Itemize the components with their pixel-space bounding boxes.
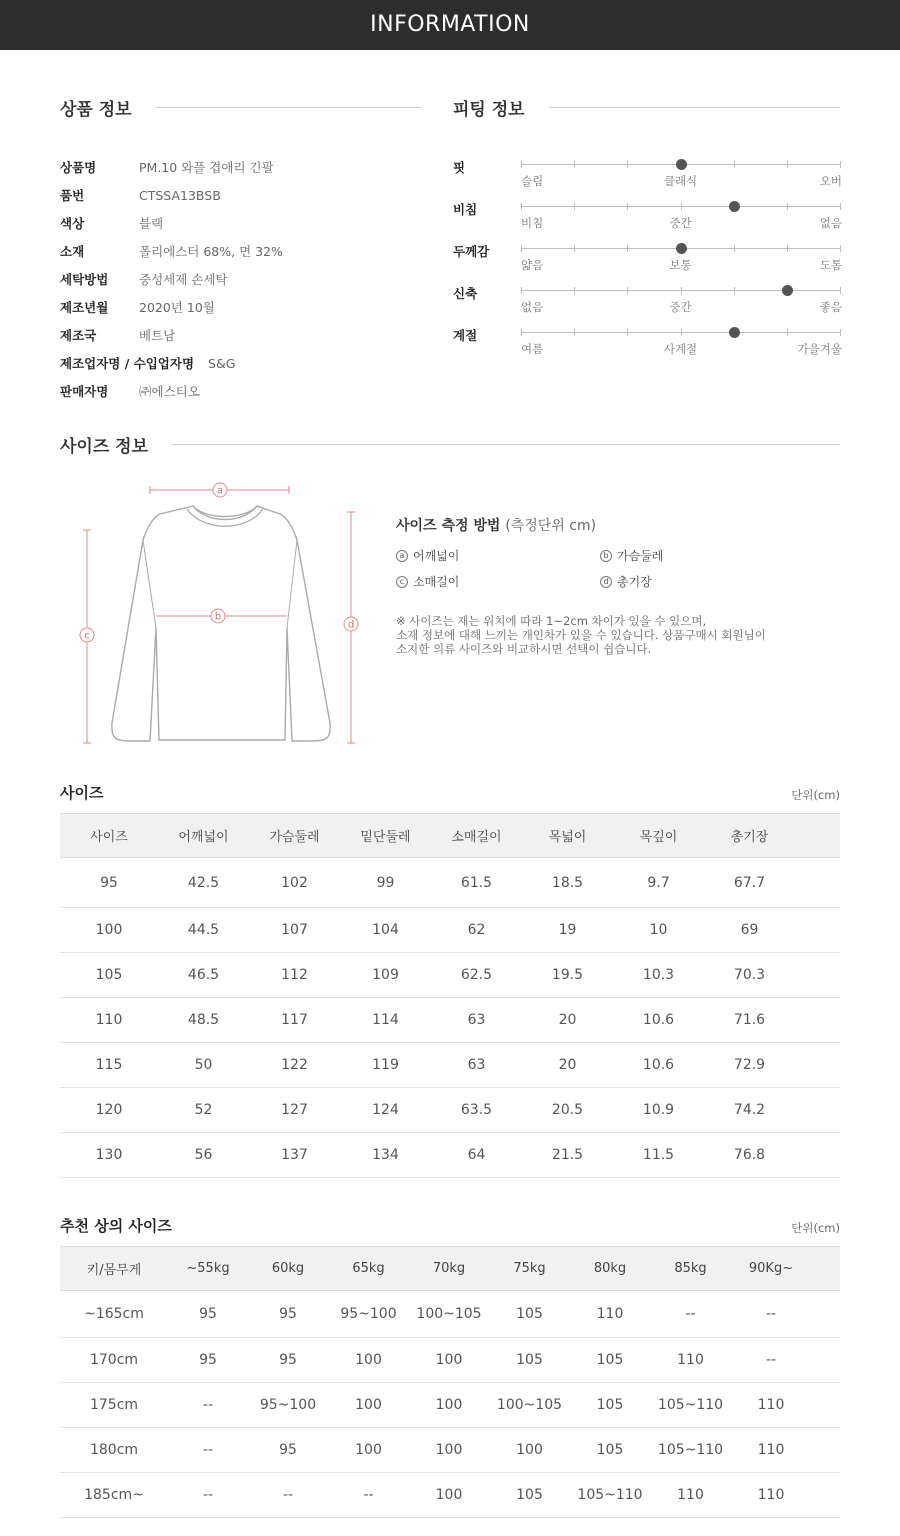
product-info-value: 블랙 [139,216,164,231]
table-cell: 119 [340,1043,431,1088]
divider [549,107,840,108]
fitting-key: 두께감 [453,244,490,259]
table-cell: 99 [340,858,431,908]
product-info-key: 제조년월 [60,300,109,315]
table-header-cell: 80kg [570,1247,650,1291]
measurement-diagram [75,478,370,753]
table-header-cell: 70kg [409,1247,489,1291]
table-cell: 62 [431,908,522,953]
table-cell: 10.6 [613,998,704,1043]
size-table-header [60,782,840,803]
fitting-tick [521,161,522,168]
table-cell: 105~110 [570,1473,650,1518]
table-cell: 105 [570,1383,650,1428]
table-row [60,1473,840,1518]
table-row [60,858,840,908]
table-cell: 21.5 [522,1133,613,1178]
table-header-cell: 총기장 [704,814,795,858]
table-cell: 105 [570,1428,650,1473]
table-cell-spacer [795,858,840,908]
table-cell-spacer [795,1133,840,1178]
table-cell: 20.5 [522,1088,613,1133]
table-cell: 52 [158,1088,249,1133]
fitting-scale [521,164,840,165]
fitting-right-label: 오버 [819,174,842,188]
table-cell: 107 [249,908,340,953]
table-cell: 114 [340,998,431,1043]
table-cell: 9.7 [613,858,704,908]
fitting-tick [627,287,628,294]
table-cell: 10.6 [613,1043,704,1088]
fitting-right-label: 가을겨울 [797,342,842,356]
product-info-row [60,153,422,181]
product-info-value: 베트남 [139,328,176,343]
table-cell: 10 [613,908,704,953]
table-cell: 95 [248,1428,328,1473]
table-cell-spacer [795,1043,840,1088]
fitting-tick [840,203,841,210]
fitting-tick [787,245,788,252]
product-info-key: 색상 [60,216,85,231]
size-info-section [60,432,840,457]
table-cell: 100~105 [489,1383,570,1428]
fitting-info-title-row [453,95,840,120]
fitting-tick [840,161,841,168]
fitting-level-dot [729,327,740,338]
fitting-tick [681,329,682,336]
fitting-key: 비침 [453,202,478,217]
table-cell: -- [168,1473,248,1518]
product-info-key: 상품명 [60,160,97,175]
fitting-tick [574,161,575,168]
fitting-scale [521,332,840,333]
legend-label: 어깨넓이 [413,549,460,563]
table-cell-spacer [795,998,840,1043]
info-section [60,95,842,399]
table-row [60,1133,840,1178]
product-info-value: 2020년 10월 [139,300,215,315]
fitting-row [453,232,840,274]
table-cell: 124 [340,1088,431,1133]
product-info-row [60,265,422,293]
legend-label: 가슴둘레 [617,549,664,563]
table-header-cell: 키/몸무게 [60,1247,168,1291]
shirt-diagram [75,478,370,753]
table-cell: 105 [60,953,158,998]
product-info-key: 소재 [60,244,85,259]
fitting-tick [734,287,735,294]
table-cell: 95 [168,1291,248,1338]
table-cell: 110 [570,1291,650,1338]
fitting-tick [787,161,788,168]
table-row [60,998,840,1043]
table-cell: -- [168,1383,248,1428]
size-note [396,614,816,656]
fitting-scale [521,248,840,249]
table-cell: 112 [249,953,340,998]
method-title [396,515,816,535]
recommend-table-header [60,1215,840,1236]
fitting-tick [521,287,522,294]
table-cell: 50 [158,1043,249,1088]
fitting-right-label: 좋음 [819,300,842,314]
table-cell: 11.5 [613,1133,704,1178]
table-cell-spacer [811,1473,840,1518]
product-info-key: 품번 [60,188,85,203]
table-cell: 61.5 [431,858,522,908]
table-header-cell: ~55kg [168,1247,248,1291]
table-cell: 69 [704,908,795,953]
table-cell: 19.5 [522,953,613,998]
table-cell: 67.7 [704,858,795,908]
legend-item [600,547,800,564]
legend-label: 총기장 [617,575,652,589]
table-cell-spacer [795,908,840,953]
fitting-right-label: 없음 [819,216,842,230]
table-header-cell: 밑단둘레 [340,814,431,858]
table-cell: 70.3 [704,953,795,998]
table-row [60,908,840,953]
fitting-info [453,95,840,358]
table-cell: 100 [409,1428,489,1473]
table-cell: 127 [249,1088,340,1133]
fitting-tick [574,203,575,210]
fitting-tick [681,287,682,294]
table-cell: 95~100 [248,1383,328,1428]
table-cell: 100~105 [409,1291,489,1338]
table-cell: 105~110 [650,1383,731,1428]
table-cell: 117 [249,998,340,1043]
fitting-row [453,316,840,358]
measurement-legend [396,547,816,590]
fitting-info-list [453,148,840,358]
table-cell: -- [650,1291,731,1338]
legend-item [396,573,600,590]
product-info-key: 판매자명 [60,384,109,399]
fitting-center-label: 중간 [669,216,692,230]
table-cell-spacer [811,1428,840,1473]
legend-label: 소매길이 [413,575,460,589]
legend-mark: d [600,576,612,588]
table-cell: 100 [489,1428,570,1473]
table-cell: 105 [489,1291,570,1338]
table-cell: 110 [731,1473,811,1518]
fitting-right-label: 도톰 [819,258,842,272]
size-table-title: 사이즈 [60,784,104,802]
fitting-row [453,190,840,232]
fitting-scale [521,206,840,207]
table-cell: 95 [248,1338,328,1383]
table-cell-spacer [811,1291,840,1338]
table-cell-spacer [811,1383,840,1428]
product-info-row [60,237,422,265]
fitting-tick [521,245,522,252]
table-cell: 71.6 [704,998,795,1043]
table-cell: 95 [248,1291,328,1338]
fitting-tick [734,161,735,168]
table-cell: 105 [570,1338,650,1383]
table-cell: -- [328,1473,409,1518]
product-info-row [60,181,422,209]
table-cell-spacer [795,1088,840,1133]
recommend-table-title: 추천 상의 사이즈 [60,1217,172,1235]
table-header-cell: 소매길이 [431,814,522,858]
table-header-cell: 75kg [489,1247,570,1291]
table-cell: 110 [731,1428,811,1473]
table-cell: 110 [650,1473,731,1518]
fitting-key: 핏 [453,160,466,175]
fitting-center-label: 중간 [669,300,692,314]
table-cell: 110 [731,1383,811,1428]
marker-c: c [84,630,90,642]
fitting-left-label: 없음 [521,300,544,314]
recommend-table-unit: 단위(cm) [791,1221,840,1235]
product-info-key: 제조업자명 / 수입업자명 [60,356,195,371]
table-cell: 175cm [60,1383,168,1428]
table-cell: 62.5 [431,953,522,998]
table-row [60,1428,840,1473]
table-header-cell: 90Kg~ [731,1247,811,1291]
fitting-tick [787,203,788,210]
table-header-cell: 목깊이 [613,814,704,858]
table-cell-spacer [795,953,840,998]
table-cell: 100 [60,908,158,953]
fitting-row [453,148,840,190]
product-info-key: 세탁방법 [60,272,109,287]
table-cell: 63.5 [431,1088,522,1133]
fitting-tick [574,287,575,294]
table-header-cell: 60kg [248,1247,328,1291]
product-info-value: 중성세제 손세탁 [139,272,228,287]
recommend-table [60,1246,840,1518]
table-header-cell: 85kg [650,1247,731,1291]
table-cell: 102 [249,858,340,908]
table-cell: 120 [60,1088,158,1133]
table-cell: 48.5 [158,998,249,1043]
marker-d: d [347,619,355,631]
table-cell: 44.5 [158,908,249,953]
product-info-value: 폴리에스터 68%, 면 32% [139,244,283,259]
fitting-center-label: 사계절 [663,342,698,356]
table-cell: 100 [328,1383,409,1428]
table-header-cell: 65kg [328,1247,409,1291]
table-row [60,1291,840,1338]
table-row [60,1043,840,1088]
measurement-method [396,515,816,656]
fitting-left-label: 여름 [521,342,544,356]
table-header-spacer [811,1247,840,1291]
legend-mark: a [396,550,408,562]
fitting-left-label: 비침 [521,216,544,230]
product-info-value: CTSSA13BSB [139,187,221,203]
note-line: 소재 정보에 대해 느끼는 개인차가 있을 수 있습니다. 상품구매시 회원님이 [396,628,766,642]
legend-mark: b [600,550,612,562]
table-header-cell: 가슴둘레 [249,814,340,858]
table-cell: 74.2 [704,1088,795,1133]
product-info-row [60,349,422,377]
product-info-title-row [60,95,422,120]
fitting-tick [840,245,841,252]
table-cell: 134 [340,1133,431,1178]
table-row [60,1088,840,1133]
table-cell: 122 [249,1043,340,1088]
armhole-right [287,540,297,628]
divider [156,107,422,108]
header-title: INFORMATION [370,12,530,37]
fitting-left-label: 얇음 [521,258,544,272]
recommend-table-section [60,1215,840,1518]
table-cell: -- [248,1473,328,1518]
product-info-row [60,377,422,405]
table-cell: 105~110 [650,1428,731,1473]
table-header-cell: 목넓이 [522,814,613,858]
marker-b: b [214,611,222,623]
table-cell: 137 [249,1133,340,1178]
fitting-tick [840,329,841,336]
table-row [60,953,840,998]
table-header-cell: 어깨넓이 [158,814,249,858]
fitting-tick [574,329,575,336]
fitting-tick [574,245,575,252]
fitting-tick [681,203,682,210]
table-cell: 100 [328,1428,409,1473]
note-line: 소지한 의류 사이즈와 비교하시면 선택이 쉽습니다. [396,642,652,656]
fitting-left-label: 슬림 [521,174,544,188]
table-cell: 63 [431,998,522,1043]
table-cell: 95 [168,1338,248,1383]
table-cell: 20 [522,998,613,1043]
legend-mark: c [396,576,408,588]
table-row [60,1338,840,1383]
table-cell: 76.8 [704,1133,795,1178]
fitting-center-label: 클래식 [663,174,698,188]
fitting-level-dot [729,201,740,212]
table-cell: 100 [409,1383,489,1428]
size-table-unit: 단위(cm) [791,788,840,802]
fitting-level-dot [782,285,793,296]
table-cell: 42.5 [158,858,249,908]
armhole-left [143,540,156,628]
marker-a: a [216,485,224,497]
fitting-tick [521,329,522,336]
table-row [60,1383,840,1428]
table-cell: -- [168,1428,248,1473]
table-cell: 10.9 [613,1088,704,1133]
table-cell: 19 [522,908,613,953]
information-header [0,0,900,50]
product-info-value: PM.10 와플 겹애리 긴팔 [139,160,274,175]
table-cell-spacer [811,1338,840,1383]
product-info [60,95,422,405]
table-cell: 100 [328,1338,409,1383]
table-cell: 170cm [60,1338,168,1383]
table-cell: 46.5 [158,953,249,998]
table-header-cell: 사이즈 [60,814,158,858]
table-cell: ~165cm [60,1291,168,1338]
fitting-tick [627,245,628,252]
table-cell: 95~100 [328,1291,409,1338]
legend-item [396,547,600,564]
table-cell: 56 [158,1133,249,1178]
table-cell: -- [731,1291,811,1338]
table-cell: 109 [340,953,431,998]
fitting-tick [627,329,628,336]
fitting-key: 신축 [453,286,478,301]
table-cell: 180cm [60,1428,168,1473]
table-cell: 64 [431,1133,522,1178]
table-cell: 110 [650,1338,731,1383]
fitting-row [453,274,840,316]
legend-item [600,573,800,590]
table-cell: 95 [60,858,158,908]
product-info-list [60,153,422,405]
table-cell: 100 [409,1473,489,1518]
product-info-row [60,321,422,349]
product-info-row [60,293,422,321]
size-table [60,813,840,1178]
fitting-tick [627,203,628,210]
shirt-outline [112,506,330,741]
table-cell: 115 [60,1043,158,1088]
product-info-value: ㈜에스티오 [139,384,200,399]
table-cell: 10.3 [613,953,704,998]
table-cell: 72.9 [704,1043,795,1088]
fitting-tick [734,245,735,252]
product-info-value: S&G [208,355,236,371]
table-cell: 18.5 [522,858,613,908]
table-cell: 100 [409,1338,489,1383]
fitting-tick [787,329,788,336]
size-table-section [60,782,840,1178]
table-cell: 104 [340,908,431,953]
table-cell: 105 [489,1473,570,1518]
divider [172,444,840,445]
fitting-tick [840,287,841,294]
fitting-key: 계절 [453,328,478,343]
table-cell: 20 [522,1043,613,1088]
table-cell: 185cm~ [60,1473,168,1518]
fitting-center-label: 보통 [669,258,692,272]
size-info-title-row [60,432,840,457]
table-cell: 105 [489,1338,570,1383]
table-cell: 130 [60,1133,158,1178]
table-cell: 63 [431,1043,522,1088]
size-info-title: 사이즈 정보 [60,437,149,457]
product-info-row [60,209,422,237]
method-title-text: 사이즈 측정 방법 [396,518,501,534]
table-cell: -- [731,1338,811,1383]
fitting-tick [521,203,522,210]
note-line: ※ 사이즈는 재는 위치에 따라 1~2cm 차이가 있을 수 있으며, [396,614,707,628]
table-header-spacer [795,814,840,858]
product-info-title: 상품 정보 [60,100,132,120]
fitting-level-dot [676,243,687,254]
method-unit: (측정단위 cm) [505,518,597,534]
fitting-tick [627,161,628,168]
product-info-key: 제조국 [60,328,97,343]
fitting-scale [521,290,840,291]
table-cell: 110 [60,998,158,1043]
fitting-info-title: 피팅 정보 [453,100,525,120]
fitting-level-dot [676,159,687,170]
